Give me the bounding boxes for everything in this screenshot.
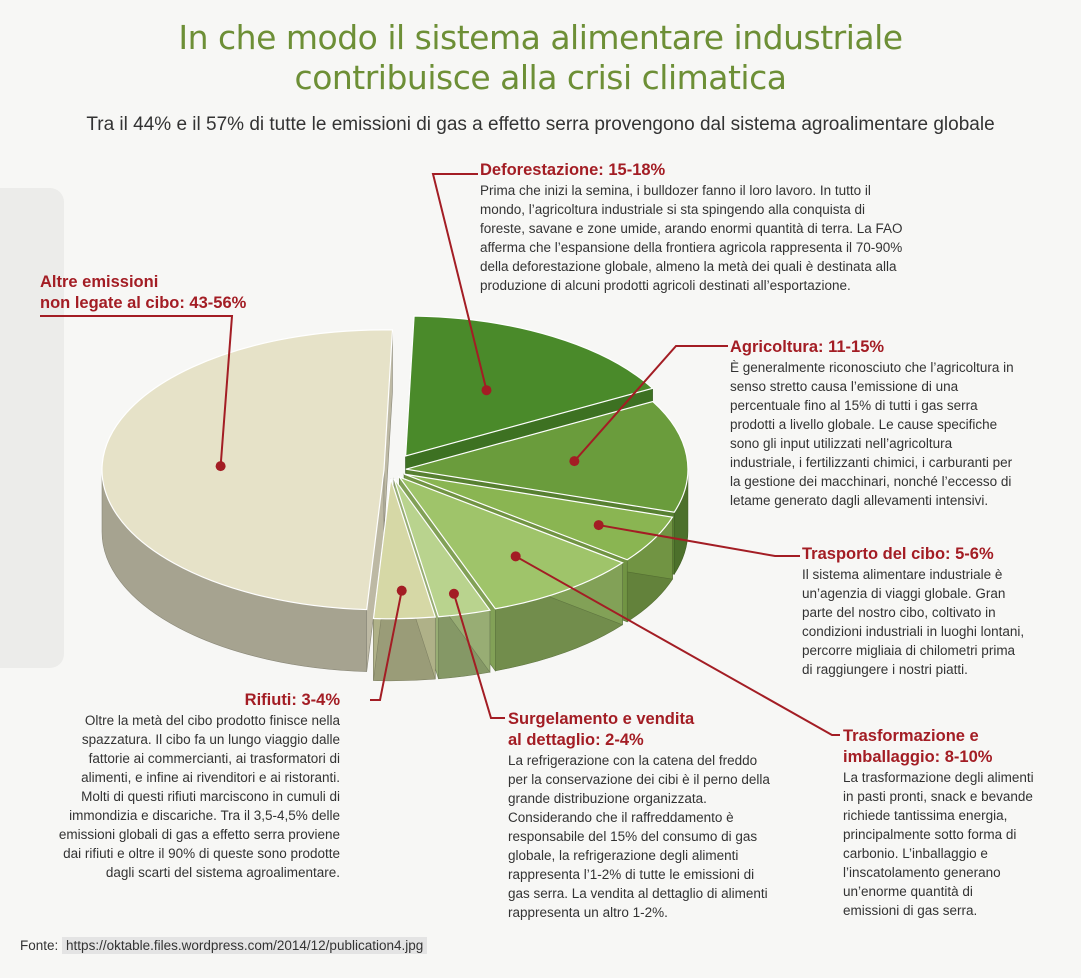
leader-dot — [594, 520, 604, 530]
label-head: Rifiuti: 3-4% — [244, 691, 340, 709]
label-head: Surgelamento e vendita — [508, 710, 695, 728]
label-head: al dettaglio: 2-4% — [508, 731, 644, 749]
source-prefix: Fonte: — [20, 938, 59, 953]
label-desc: È generalmente riconosciuto che l’agricoltura in senso stretto causa l’emissione di una percentuale fino al 15% di tutti i gas serra prodotti a livello globale. Le cause specifiche sono gli input utilizzati nell’agricoltura industriale, i fertilizzanti chimici, i carburanti per la gestione dei macchinari, nonché l’eccesso di letame generato dagli allevamenti intensivi. — [730, 360, 1014, 508]
label-trasporto — [802, 544, 1072, 679]
label-surgelamento — [508, 709, 808, 922]
label-agricoltura — [730, 337, 1070, 510]
chart-title-line2: contribuisce alla crisi climatica — [294, 58, 787, 97]
label-head: Trasformazione e — [843, 727, 979, 745]
leader-dot — [481, 385, 491, 395]
label-head: Deforestazione: 15-18% — [480, 161, 666, 179]
leader-dot — [449, 589, 459, 599]
leader-dot — [216, 461, 226, 471]
source-footer — [20, 938, 427, 953]
label-desc: La refrigerazione con la catena del freddo per la conservazione dei cibi è il perno della grande distribuzione organizzata. Considerando che il raffreddamento è responsabile del 15% del consumo di gas globale, la refrigerazione degli alimenti rappresenta l’1-2% di tutte le emissioni di gas serra. La vendita al dettaglio di alimenti rappresenta un altro 1-2%. — [508, 753, 770, 920]
label-rifiuti — [20, 690, 340, 882]
label-desc: Il sistema alimentare industriale è un’agenzia di viaggi globale. Gran parte del nostro cibo, coltivato in condizioni industriali in luoghi lontani, percorre migliaia di chilometri prima di raggiungere i nostri piatti. — [802, 567, 1025, 677]
label-head: imballaggio: 8-10% — [843, 748, 993, 766]
leader-dot — [397, 586, 407, 596]
label-deforestazione — [480, 160, 970, 295]
label-head: Agricoltura: 11-15% — [730, 338, 885, 356]
label-head: Trasporto del cibo: 5-6% — [802, 545, 994, 563]
source-link[interactable]: https://oktable.files.wordpress.com/2014/12/publication4.jpg — [62, 937, 427, 954]
label-trasformazione — [843, 726, 1073, 920]
label-desc: Oltre la metà del cibo prodotto finisce nella spazzatura. Il cibo fa un lungo viaggio dalle fattorie ai commercianti, ai trasformatori di alimenti, e infine ai rivenditori e ai ristoranti. Molti di questi rifiuti marciscono in cumuli di immondizia e discariche. Tra il 3,5-4,5% delle emissioni globali di gas a effetto serra proviene dai rifiuti e oltre il 90% di queste sono prodotte dagli scarti del sistema agroalimentare. — [58, 713, 340, 880]
leader-dot — [511, 551, 521, 561]
chart-subtitle: Tra il 44% e il 57% di tutte le emissioni di gas a effetto serra provengono dal sistema agroalimentare globale — [86, 114, 995, 135]
label-head: Altre emissioni — [40, 273, 159, 291]
label-desc: La trasformazione degli alimenti in pasti pronti, snack e bevande richiede tantissima energia, principalmente sotto forma di carbonio. L’inballaggio e l’inscatolamento generano un’enorme quantità di emissioni di gas serra. — [843, 770, 1034, 918]
leader-dot — [569, 456, 579, 466]
label-desc: Prima che inizi la semina, i bulldozer fanno il loro lavoro. In tutto il mondo, l’agricoltura industriale si sta spingendo alla conquista di foreste, savane e zone umide, arando enormi quantità di terra. La FAO afferma che l’espansione della frontiera agricola rappresenta il 70-90% della deforestazione globale, almeno la metà dei quali è destinata alla produzione di alcuni prodotti agricoli destinati all’esportazione. — [480, 183, 903, 293]
chart-title-line1: In che modo il sistema alimentare industriale — [178, 18, 903, 57]
label-altre-emissioni — [40, 272, 300, 314]
label-head: non legate al cibo: 43-56% — [40, 294, 247, 312]
